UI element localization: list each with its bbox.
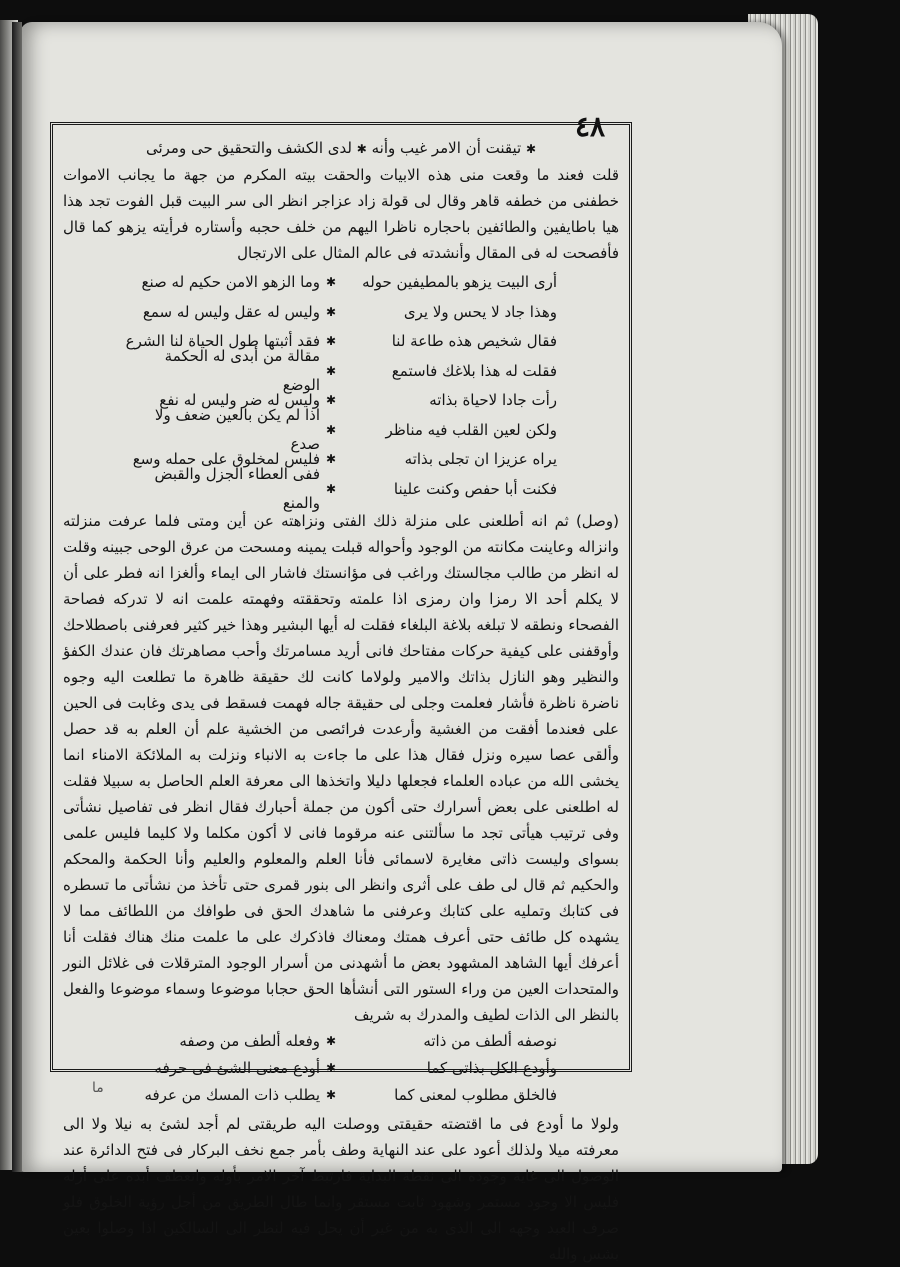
paragraph-2: (وصل) ثم انه أطلعنى على منزلة ذلك الفتى ونزاهته عن أين ومتى فلما عرفت منزلته وانزاله وعاينت مكانته من الوجود وأحواله قبلت يمينه ومسحت من عرق الوحى جبينه وقلت له انظر من طالب مجالستك وراغب فى مؤانستك فاشار الى ايماء وألغزا انه فطر على أن لا يكلم أحد الا رمزا وان رمزى اذا علمته وتحققته وفهمته علمت انه لا تدركه فصاحة الفصحاء ونطقه لا تبلغه بلاغة البلغاء فقلت له أيها البشير وهذا خير كثير فعرفنى باصطلاحك وأوقفنى على كيفية حركات مفتاحك فانى أريد مسامرتك وأحب مصاهرتك فان عندك الكفؤ والنظير وهو النازل بذاتك والامير ولولاما كانت لك حقيقة ظاهرة ما تطلعت اليه وجوه ناضرة ناظرة فأشار فعلمت وجلى لى حقيقة جاله فهمت فسقط فى يدى وغابت فى الحين على فعندما أفقت من الغشية وأرعدت فرائصى من الخشية علم أن العلم به قد حصل وألقى عصا سيره ونزل فقال هذا على ما جاءت به الانباء ونزلت به الملائكة الامناء انما يخشى الله من عباده العلماء فجعلها دليلا واتخذها الى معرفة العلم الحاصل به سبيلا فقلت له اطلعنى على بعض أسرارك حتى أكون من جملة أحبارك فقال انظر فى تفاصيل نشأتى وفى ترتيب هيأتى تجد ما سألتنى عنه مرقوما فانى لا أكون مكلما ولا كليما فليس علمى بسواى وليست ذاتى مغايرة لاسمائى فأنا العلم والمعلوم والعليم وأنا الحكمة والمحكم والحكيم ثم قال لى طف على أثرى وانظر الى بنور قمرى حتى تأخذ من نشأتى ما تسطره فى كتابك وتمليه على كتابك وعرفنى ما شاهدك الحق فى طوافك من اللطائف مما لا يشهده كل طائف حتى أعرف همتك ومعناك فاذكرك على ما علمت منك هناك فقلت أنا أعرفك أيها الشاهد المشهود بعض ما أشهدنى من أسرار الوجود المترقلات فى غلائل النور والمتحدات العين من وراء الستور التى أنشأها الحق حجابا موضوعا وسماء موضوعا والفعل بالنظر الى الذات لطيف والمدرك به شريف	[63, 512, 619, 1024]
verse-star-icon: ✱	[325, 481, 337, 496]
paragraph-3: ولولا ما أودع فى ما اقتضته حقيقتى ووصلت اليه طريقتى لم أجد لشئ به نيلا ولا الى معرفته ميلا ولذلك أعود على عند النهاية وطف بأمر جمع نخف البركار فى فتح الدائرة عند الوصول الى غاية وجوده الى نقطة البداية فارتبط آخر الامر بأوله وانعطف أبده على أزله فليس الا وجود مستمر وشهود ثابت مستقر وانما طال الطريق من أجل رؤية الخلوق فلو صرف العبد وجهه الى الذى به من غير أن يحل فيه لنظر الى السالكين اذا وصلوا بعين بشس والله	[63, 1115, 619, 1263]
verse-hemistich-1: فقلت له هذا بلاغك فاستمع	[391, 361, 557, 380]
verse-row	[63, 1055, 619, 1082]
opening-verse	[63, 135, 619, 162]
verse-star-icon: ✱	[525, 142, 537, 156]
short-poem-verses	[63, 1028, 619, 1109]
verse-hemistich-1: رأت جادا لاحياة بذاته	[429, 391, 557, 409]
paragraph-1: قلت فعند ما وقعت منى هذه الابيات والحقت بيته المكرم من جهة ما يجانب الاموات خطفنى من خطفه قاهر وقال لى قولة زاد عزاجر انظر الى سر البيت قبل الفوت تجد هذا هيا باطايفين والطائفين باحجاره ناظرا اليهم من خلف حجبه وأستاره فرأيته يزهو كما قال فأفصحت له فى المقال وأنشدته فى عالم المثال على الارتجال	[63, 166, 619, 262]
verse-row	[63, 1028, 619, 1055]
verse-hemistich-1: فالخلق مطلوب لمعنى كما	[394, 1086, 557, 1104]
verse-hemistich-2: وليس له عقل وليس له سمع	[142, 302, 320, 321]
verse-star-icon: ✱	[325, 452, 337, 466]
verse-hemistich-2: يطلب ذات المسك من عرفه	[144, 1086, 320, 1104]
verse-hemistich-1: نوصفه ألطف من ذاته	[423, 1032, 557, 1050]
verse-hemistich-2: ففى العطاء الجزل والقبض والمنع	[154, 464, 320, 513]
opening-verse-hemistich-1: تيقنت أن الامر غيب وأنه	[371, 139, 522, 157]
verse-star-icon: ✱	[356, 142, 367, 156]
verse-star-icon: ✱	[325, 393, 337, 407]
text-frame	[50, 122, 632, 1263]
verse-row	[63, 298, 619, 328]
page-number: ٤٨	[574, 110, 606, 143]
verse-hemistich-1: ولكن لعين القلب فيه مناظر	[385, 420, 557, 439]
poem-verses	[63, 268, 619, 513]
verse-hemistich-2: وليس له ضر وليس له نفع	[159, 391, 320, 409]
verse-row	[63, 1082, 619, 1109]
verse-star-icon: ✱	[325, 363, 337, 378]
opening-verse-hemistich-2: لدى الكشف والتحقيق حى ومرئى	[145, 139, 352, 157]
verse-row	[63, 464, 619, 513]
verse-hemistich-1: فكنت أبا حفص وكنت علينا	[393, 479, 557, 498]
verse-hemistich-2: وما الزهو الامن حكيم له صنع	[141, 273, 320, 291]
verse-star-icon: ✱	[325, 275, 337, 289]
verse-hemistich-2: اذا لم يكن بالعين ضعف ولا صدع	[154, 405, 320, 454]
verse-hemistich-2: وفعله ألطف من وصفه	[179, 1032, 320, 1050]
verse-star-icon: ✱	[325, 1034, 337, 1048]
verse-star-icon: ✱	[325, 1061, 337, 1075]
verse-star-icon: ✱	[325, 422, 337, 437]
verse-hemistich-2: مقالة من أبدى له الحكمة الوضع	[164, 346, 320, 395]
verse-row	[63, 346, 619, 395]
verse-row	[63, 405, 619, 454]
bottom-margin-mark: ما	[92, 1080, 104, 1096]
verse-hemistich-1: وهذا جاد لا يحس ولا يرى	[403, 302, 557, 321]
verse-hemistich-1: وأودع الكل بذاتى كما	[426, 1059, 557, 1077]
verse-hemistich-2: فقد أثبتها طول الحياة لنا الشرع	[125, 332, 320, 350]
verse-hemistich-2: أودع معنى الشئ فى حرفه	[154, 1059, 320, 1077]
verse-star-icon: ✱	[325, 334, 337, 348]
verse-hemistich-1: أرى البيت يزهو بالمطيفين حوله	[362, 273, 557, 291]
verse-hemistich-1: فقال شخيص هذه طاعة لنا	[391, 332, 557, 350]
verse-row	[63, 268, 619, 298]
verse-hemistich-1: يراه عزيزا ان تجلى بذاته	[404, 450, 557, 468]
verse-hemistich-2: فليس لمخلوق على حمله وسع	[132, 450, 320, 468]
verse-star-icon: ✱	[325, 304, 337, 319]
book-spine-shadow	[12, 22, 22, 1172]
verse-star-icon: ✱	[325, 1088, 337, 1102]
